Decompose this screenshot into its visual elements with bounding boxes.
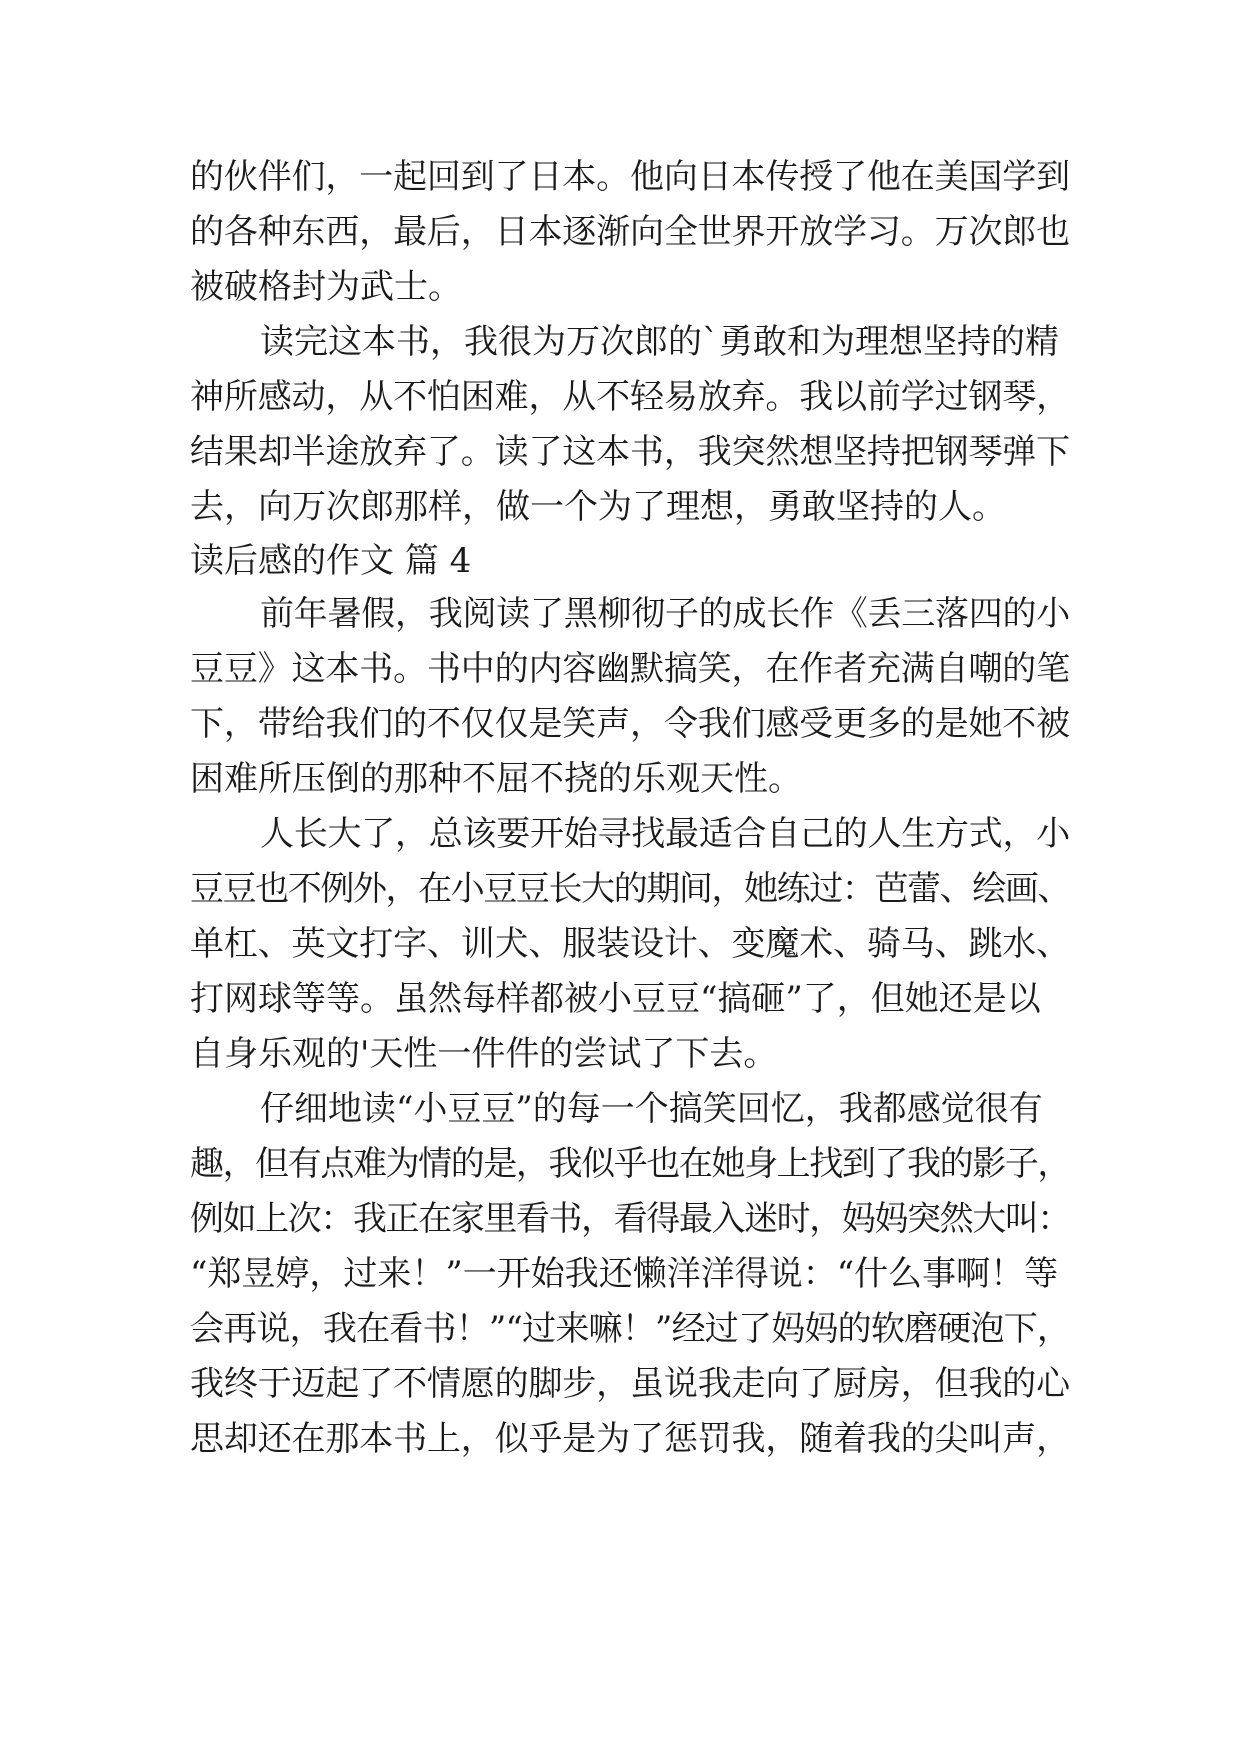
text-line: 去，向万次郎那样，做一个为了理想，勇敢坚持的人。 (190, 487, 1006, 527)
text-line: 下，带给我们的不仅仅是笑声，令我们感受更多的是她不被 (190, 704, 1070, 744)
text-line: 会再说，我在看书！”“过来嘛！”经过了妈妈的软磨硬泡下， (190, 1309, 1071, 1349)
text-line: 的各种东西，最后，日本逐渐向全世界开放学习。万次郎也 (190, 212, 1070, 252)
text-line: 的伙伴们，一起回到了日本。他向日本传授了他在美国学到 (190, 157, 1070, 197)
text-line: 例如上次：我正在家里看书，看得最入迷时，妈妈突然大叫： (190, 1199, 1070, 1239)
text-line: “郑昱婷，过来！”一开始我还懒洋洋得说：“什么事啊！等 (190, 1254, 1059, 1294)
text-line: 思却还在那本书上，似乎是为了惩罚我，随着我的尖叫声， (190, 1419, 1070, 1459)
text-line: 仔细地读“小豆豆”的每一个搞笑回忆，我都感觉很有 (260, 1089, 1043, 1129)
section-heading: 读后感的作文 篇 4 (190, 541, 472, 581)
text-line: 神所感动，从不怕困难，从不轻易放弃。我以前学过钢琴， (190, 377, 1070, 417)
text-line: 趣，但有点难为情的是，我似乎也在她身上找到了我的影子， (190, 1144, 1070, 1184)
text-line: 结果却半途放弃了。读了这本书，我突然想坚持把钢琴弹下 (190, 432, 1070, 472)
text-line: 人长大了，总该要开始寻找最适合自己的人生方式，小 (260, 814, 1070, 854)
text-line: 豆豆》这本书。书中的内容幽默搞笑，在作者充满自嘲的笔 (190, 649, 1070, 689)
text-line: 自身乐观的'天性一件件的尝试了下去。 (190, 1034, 778, 1074)
text-line: 被破格封为武士。 (190, 267, 462, 307)
text-line: 单杠、英文打字、训犬、服装设计、变魔术、骑马、跳水、 (190, 924, 1070, 964)
text-line: 我终于迈起了不情愿的脚步，虽说我走向了厨房，但我的心 (190, 1364, 1070, 1404)
text-line: 读完这本书，我很为万次郎的`勇敢和为理想坚持的精 (260, 322, 1059, 362)
document-body (190, 150, 1070, 1467)
text-line: 困难所压倒的那种不屈不挠的乐观天性。 (190, 759, 802, 799)
text-line: 打网球等等。虽然每样都被小豆豆“搞砸”了，但她还是以 (190, 979, 1041, 1019)
text-line: 前年暑假，我阅读了黑柳彻子的成长作《丢三落四的小 (260, 594, 1070, 634)
text-line: 豆豆也不例外，在小豆豆长大的期间，她练过：芭蕾、绘画、 (190, 869, 1070, 909)
